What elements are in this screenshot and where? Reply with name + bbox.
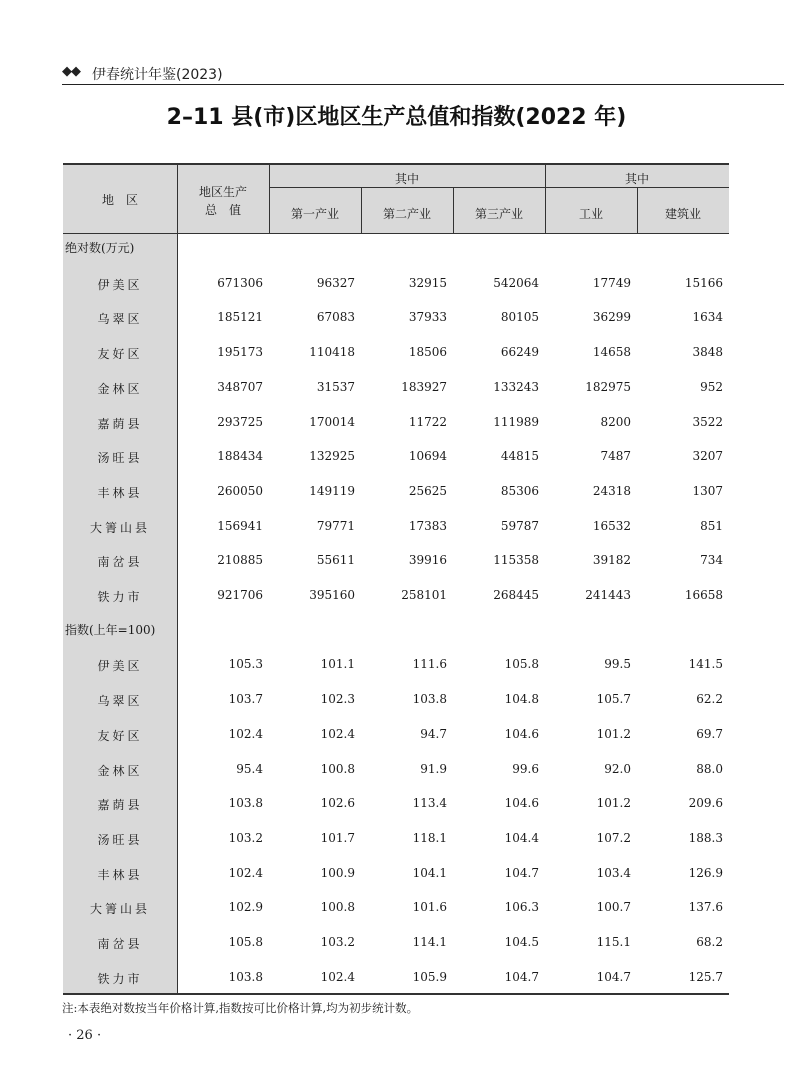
table-cell: 156941 (217, 518, 263, 533)
table-cell: 36299 (592, 310, 631, 325)
row-region: 嘉荫县 (97, 798, 143, 813)
table-title: 2–11 县(市)区地区生产总值和指数(2022 年) (166, 105, 627, 130)
table-cell: 104.1 (412, 865, 447, 880)
table-cell: 17749 (592, 275, 631, 290)
table-cell: 10694 (408, 449, 447, 464)
table-cell: 149119 (309, 483, 355, 498)
table-cell: 103.8 (228, 969, 263, 984)
table-cell: 260050 (217, 483, 263, 498)
table-cell: 7487 (600, 449, 631, 464)
table-cell: 105.8 (504, 657, 539, 672)
table-cell: 103.8 (412, 692, 447, 707)
table-cell: 39916 (408, 553, 447, 568)
table-cell: 85306 (500, 483, 539, 498)
table-cell: 104.8 (504, 692, 539, 707)
table-cell: 104.5 (504, 935, 539, 949)
table-cell: 114.1 (412, 935, 447, 949)
table-cell: 100.8 (320, 761, 355, 776)
table-cell: 91.9 (420, 761, 447, 776)
table-cell: 16658 (684, 588, 723, 602)
gdp-column-divider (269, 163, 270, 233)
table-cell: 395160 (309, 588, 355, 602)
table-cell: 105.3 (228, 657, 263, 672)
table-cell: 103.2 (320, 935, 355, 949)
table-cell: 31537 (316, 379, 355, 394)
table-cell: 25625 (408, 483, 447, 498)
table-cell: 542064 (493, 275, 539, 290)
table-cell: 100.8 (320, 900, 355, 915)
table-cell: 851 (700, 518, 723, 533)
header-secondary-industry: 第二产业 (382, 207, 431, 221)
column-divider (361, 187, 362, 233)
table-cell: 15166 (684, 275, 723, 290)
header-construction: 建筑业 (664, 207, 701, 221)
table-cell: 104.7 (596, 969, 631, 984)
table-cell: 258101 (401, 588, 447, 602)
row-region: 铁力市 (97, 971, 143, 986)
table-cell: 101.2 (596, 796, 631, 811)
table-cell: 210885 (217, 553, 263, 568)
table-cell: 952 (700, 379, 723, 394)
table-cell: 105.9 (412, 969, 447, 984)
table-cell: 113.4 (412, 796, 447, 811)
table-cell: 99.6 (512, 761, 539, 776)
table-cell: 111989 (493, 414, 539, 429)
footnote: 注:本表绝对数按当年价格计算,指数按可比价格计算,均为初步统计数。 (62, 1001, 419, 1015)
table-cell: 101.6 (412, 900, 447, 915)
table-cell: 95.4 (236, 761, 263, 776)
table-cell: 101.7 (320, 830, 355, 845)
table-cell: 102.4 (228, 865, 263, 880)
table-cell: 18506 (408, 345, 447, 360)
group-divider (545, 163, 546, 233)
header-gdp-line1: 地区生产 (198, 185, 247, 199)
table-cell: 195173 (217, 345, 263, 360)
table-cell: 102.4 (228, 726, 263, 741)
row-region: 汤旺县 (97, 832, 143, 847)
running-header (62, 62, 784, 86)
table-cell: 118.1 (412, 830, 447, 845)
header-region: 地 区 (101, 193, 138, 207)
row-region: 大箐山县 (89, 520, 150, 535)
row-region: 伊美区 (97, 277, 143, 292)
table-cell: 67083 (316, 310, 355, 325)
row-region: 丰林县 (97, 485, 143, 500)
table-cell: 104.6 (504, 796, 539, 811)
table-cell: 170014 (309, 414, 355, 429)
table-cell: 107.2 (596, 830, 631, 845)
table-cell: 24318 (592, 483, 631, 498)
table-cell: 32915 (408, 275, 447, 290)
table-cell: 103.2 (228, 830, 263, 845)
table-cell: 1307 (692, 483, 723, 498)
table-cell: 671306 (217, 275, 263, 290)
table-cell: 62.2 (696, 692, 723, 707)
table-cell: 59787 (500, 518, 539, 533)
table-cell: 105.8 (228, 935, 263, 949)
header-industry: 工业 (578, 207, 603, 221)
header-tertiary-industry: 第三产业 (474, 207, 523, 221)
table-cell: 209.6 (688, 796, 723, 811)
row-region: 金林区 (97, 763, 143, 778)
table-cell: 99.5 (604, 657, 631, 672)
table-cell: 133243 (493, 379, 539, 394)
table-cell: 104.4 (504, 830, 539, 845)
section-label: 绝对数(万元) (65, 241, 135, 255)
book-title: 伊春统计年鉴(2023) (92, 67, 223, 83)
row-region: 大箐山县 (89, 902, 150, 917)
table-cell: 268445 (493, 588, 539, 602)
table-cell: 103.7 (228, 692, 263, 707)
table-cell: 37933 (408, 310, 447, 325)
table-cell: 69.7 (696, 726, 723, 741)
table-cell: 103.4 (596, 865, 631, 880)
table-cell: 88.0 (696, 761, 723, 776)
header-among-secondary: 其中 (624, 172, 649, 186)
table-cell: 3522 (692, 414, 723, 429)
table-cell: 115358 (493, 553, 539, 568)
table-cell: 8200 (600, 414, 631, 429)
row-region: 南岔县 (97, 555, 143, 570)
column-divider (453, 187, 454, 233)
table-cell: 182975 (585, 379, 631, 394)
subheader-rule (269, 187, 729, 188)
page-number: · 26 · (68, 1028, 102, 1043)
table-cell: 125.7 (688, 969, 723, 984)
table-cell: 183927 (401, 379, 447, 394)
table-cell: 734 (700, 553, 723, 568)
table-cell: 100.7 (596, 900, 631, 915)
table-cell: 80105 (500, 310, 539, 325)
table-cell: 188.3 (688, 830, 723, 845)
row-region: 友好区 (97, 347, 143, 362)
table-cell: 1634 (692, 310, 723, 325)
table-bottom-rule (63, 993, 729, 995)
table-cell: 102.4 (320, 726, 355, 741)
table-cell: 185121 (217, 310, 263, 325)
table-cell: 126.9 (688, 865, 723, 880)
row-region: 南岔县 (97, 937, 143, 951)
table-cell: 96327 (316, 275, 355, 290)
table-cell: 3848 (692, 345, 723, 360)
table-cell: 921706 (217, 588, 263, 602)
table-cell: 101.1 (320, 657, 355, 672)
table-cell: 102.9 (228, 900, 263, 915)
table-cell: 100.9 (320, 865, 355, 880)
diamond-bullets-icon: ◆◆ (62, 64, 80, 79)
table-cell: 11722 (408, 414, 447, 429)
row-region: 铁力市 (97, 590, 143, 604)
row-region: 嘉荫县 (97, 416, 143, 431)
table-cell: 14658 (592, 345, 631, 360)
table-cell: 102.3 (320, 692, 355, 707)
row-region: 友好区 (97, 728, 143, 743)
row-region: 汤旺县 (97, 451, 143, 466)
table-cell: 293725 (217, 414, 263, 429)
table-cell: 16532 (592, 518, 631, 533)
table-cell: 104.7 (504, 969, 539, 984)
table-cell: 92.0 (604, 761, 631, 776)
table-cell: 115.1 (596, 935, 631, 949)
table-cell: 104.7 (504, 865, 539, 880)
table-cell: 66249 (500, 345, 539, 360)
row-region: 丰林县 (97, 867, 143, 882)
header-rule (62, 84, 784, 85)
header-gdp-line2: 总 值 (204, 203, 241, 217)
table-cell: 104.6 (504, 726, 539, 741)
header-bottom-rule (63, 233, 729, 234)
table-cell: 79771 (316, 518, 355, 533)
table-cell: 94.7 (420, 726, 447, 741)
table-top-rule (63, 163, 729, 165)
table-cell: 102.6 (320, 796, 355, 811)
row-region: 金林区 (97, 381, 143, 396)
table-cell: 348707 (217, 379, 263, 394)
row-region: 乌翠区 (97, 312, 143, 327)
table-cell: 241443 (585, 588, 631, 602)
row-region: 乌翠区 (97, 694, 143, 709)
table-cell: 105.7 (596, 692, 631, 707)
table-cell: 68.2 (696, 935, 723, 949)
table-cell: 137.6 (688, 900, 723, 915)
table-cell: 39182 (592, 553, 631, 568)
table-cell: 141.5 (688, 657, 723, 672)
table-cell: 101.2 (596, 726, 631, 741)
table-cell: 3207 (692, 449, 723, 464)
column-divider (637, 187, 638, 233)
table-cell: 132925 (309, 449, 355, 464)
table-cell: 188434 (217, 449, 263, 464)
section-label: 指数(上年=100) (65, 622, 156, 637)
table-cell: 103.8 (228, 796, 263, 811)
table-cell: 110418 (309, 345, 355, 360)
header-primary-industry: 第一产业 (290, 207, 339, 221)
row-region: 伊美区 (97, 659, 143, 674)
table-cell: 55611 (316, 553, 355, 568)
table-cell: 17383 (408, 518, 447, 533)
table-cell: 44815 (500, 449, 539, 464)
table-cell: 111.6 (412, 657, 447, 672)
table-cell: 102.4 (320, 969, 355, 984)
header-among-industries: 其中 (394, 172, 419, 186)
table-cell: 106.3 (504, 900, 539, 915)
